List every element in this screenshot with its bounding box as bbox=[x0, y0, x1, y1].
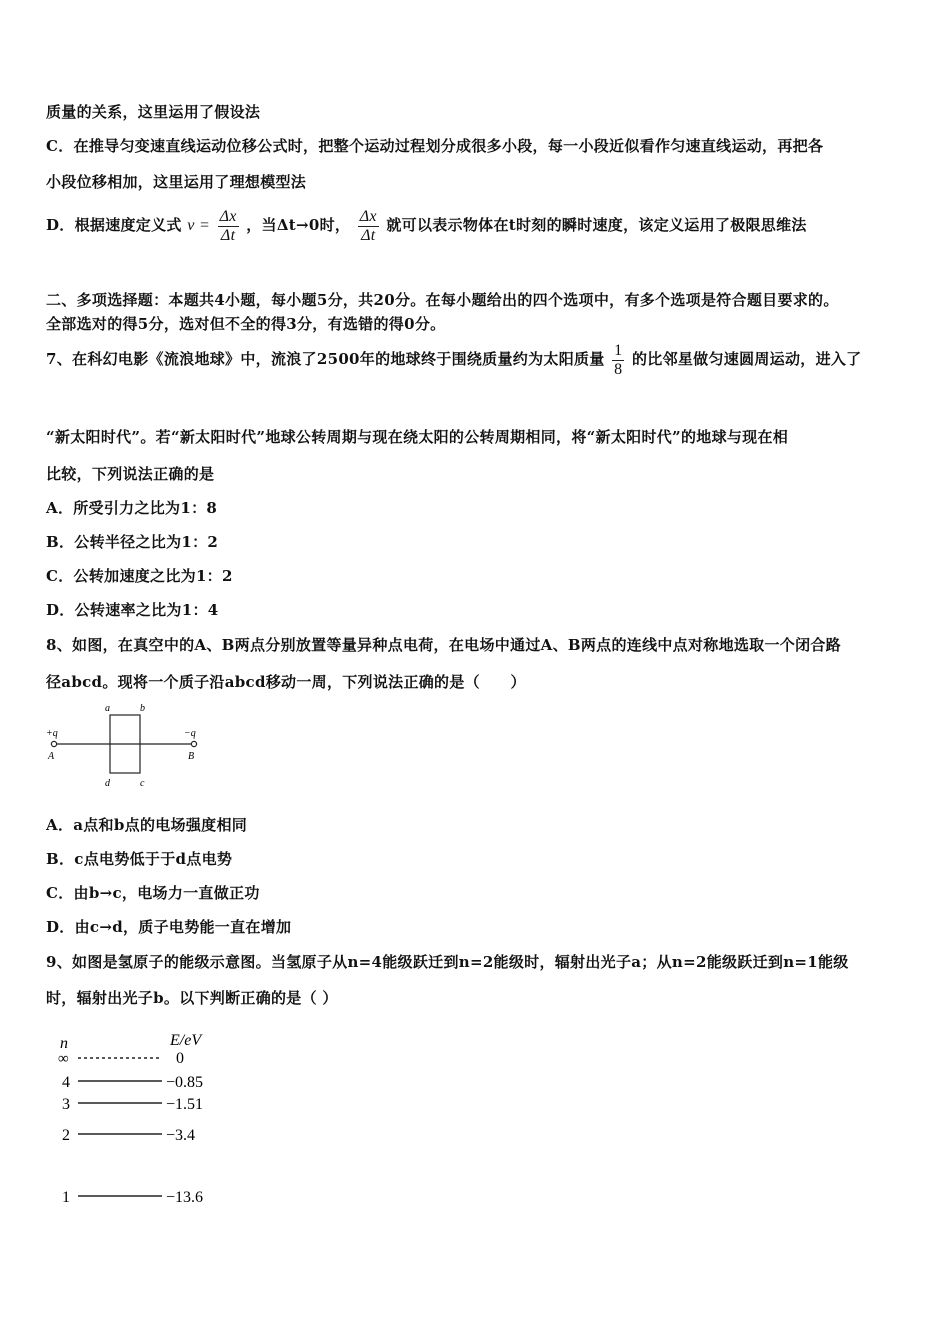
q8-stem-line2: 径abcd。现将一个质子沿abcd移动一周，下列说法正确的是（ ） bbox=[46, 673, 526, 691]
q7-stem-line3: 比较，下列说法正确的是 bbox=[46, 465, 215, 483]
velocity-symbol: v = bbox=[187, 217, 211, 234]
label-a: a bbox=[105, 703, 110, 714]
q9-stem-line1: 9、如图是氢原子的能级示意图。当氢原子从n=4能级跃迁到n=2能级时，辐射出光子a；从n=2能级跃迁到n=1能级 bbox=[46, 953, 849, 971]
label-minus-q: −q bbox=[184, 728, 196, 739]
label-b: b bbox=[140, 703, 145, 714]
label-point-a: A bbox=[48, 751, 55, 762]
q6-option-c-line2: 小段位移相加，这里运用了理想模型法 bbox=[46, 173, 307, 191]
q8-option-d: D．由c→d，质子电势能一直在增加 bbox=[46, 918, 292, 936]
level-n-label: 2 bbox=[62, 1127, 70, 1144]
point-a-charge bbox=[51, 741, 56, 746]
limit-fraction bbox=[358, 208, 379, 245]
fraction-numerator: Δx bbox=[219, 207, 237, 225]
column-label-n: n bbox=[60, 1035, 68, 1052]
label-d: d bbox=[105, 778, 110, 789]
level-energy-label: −3.4 bbox=[166, 1127, 196, 1144]
fraction-denominator: Δt bbox=[358, 226, 379, 245]
q6-option-d-mid: ，当Δt→0时， bbox=[246, 216, 351, 234]
level-energy-label: −0.85 bbox=[166, 1074, 204, 1091]
energy-level-3 bbox=[62, 1096, 203, 1113]
label-c: c bbox=[140, 778, 145, 789]
charge-path-diagram bbox=[42, 700, 222, 792]
section2-instructions-line1: 二、多项选择题：本题共4小题，每小题5分，共20分。在每小题给出的四个选项中，有多个选项是符合题目要求的。 bbox=[46, 291, 839, 309]
level-energy-label: −1.51 bbox=[166, 1096, 204, 1113]
energy-level-1 bbox=[62, 1189, 203, 1206]
label-plus-q: +q bbox=[46, 728, 58, 739]
fraction-denominator: 8 bbox=[614, 360, 623, 378]
level-n-label: 1 bbox=[62, 1189, 70, 1206]
velocity-definition-fraction bbox=[218, 208, 239, 245]
q6-option-d-suffix: 就可以表示物体在t时刻的瞬时速度，该定义运用了极限思维法 bbox=[386, 216, 807, 234]
level-energy-label: 0 bbox=[176, 1050, 184, 1067]
q7-stem-line1 bbox=[46, 340, 861, 379]
q6-option-c-line1: C．在推导匀变速直线运动位移公式时，把整个运动过程划分成很多小段，每一小段近似看作匀速直线运动，再把各 bbox=[46, 137, 824, 155]
q7-stem-prefix: 7、在科幻电影《流浪地球》中，流浪了2500年的地球终于围绕质量约为太阳质量 bbox=[46, 350, 605, 368]
section2-instructions-line2: 全部选对的得5分，选对但不全的得3分，有选错的得0分。 bbox=[46, 315, 446, 333]
q8-stem-line1: 8、如图，在真空中的A、B两点分别放置等量异种点电荷，在电场中通过A、B两点的连线中点对称地选取一个闭合路 bbox=[46, 636, 841, 654]
label-point-b: B bbox=[188, 751, 195, 762]
q7-stem-suffix: 的比邻星做匀速圆周运动，进入了 bbox=[631, 350, 862, 368]
q7-option-b: B．公转半径之比为1：2 bbox=[46, 533, 219, 551]
fraction-numerator: 1 bbox=[614, 341, 623, 359]
q6-option-d-prefix: D．根据速度定义式 bbox=[46, 216, 182, 234]
q8-option-c: C．由b→c，电场力一直做正功 bbox=[46, 884, 260, 902]
q6-option-b-continuation: 质量的关系，这里运用了假设法 bbox=[46, 103, 261, 121]
column-label-energy: E/eV bbox=[170, 1032, 202, 1049]
q7-option-c: C．公转加速度之比为1：2 bbox=[46, 567, 233, 585]
level-energy-label: −13.6 bbox=[166, 1189, 204, 1206]
level-n-label: ∞ bbox=[58, 1051, 69, 1067]
fraction-denominator: Δt bbox=[218, 226, 239, 245]
q7-option-d: D．公转速率之比为1：4 bbox=[46, 601, 219, 619]
q7-option-a: A．所受引力之比为1：8 bbox=[46, 499, 218, 517]
q7-stem-line2: “新太阳时代”。若“新太阳时代”地球公转周期与现在绕太阳的公转周期相同，将“新太阳时代”的地球与现在相 bbox=[46, 428, 789, 446]
energy-level-4 bbox=[62, 1074, 203, 1091]
q8-option-a: A．a点和b点的电场强度相同 bbox=[46, 816, 248, 834]
q8-option-b: B．c点电势低于于d点电势 bbox=[46, 850, 233, 868]
q9-stem-line2: 时，辐射出光子b。以下判断正确的是（ ） bbox=[46, 989, 338, 1007]
level-n-label: 3 bbox=[62, 1096, 70, 1113]
one-eighth-fraction bbox=[612, 342, 624, 379]
energy-level-2 bbox=[62, 1127, 195, 1144]
energy-level-infinity bbox=[58, 1050, 184, 1067]
q6-option-d bbox=[46, 206, 807, 245]
point-b-charge bbox=[191, 741, 196, 746]
fraction-numerator: Δx bbox=[359, 207, 377, 225]
level-n-label: 4 bbox=[62, 1074, 70, 1091]
hydrogen-energy-level-diagram bbox=[54, 1028, 234, 1210]
